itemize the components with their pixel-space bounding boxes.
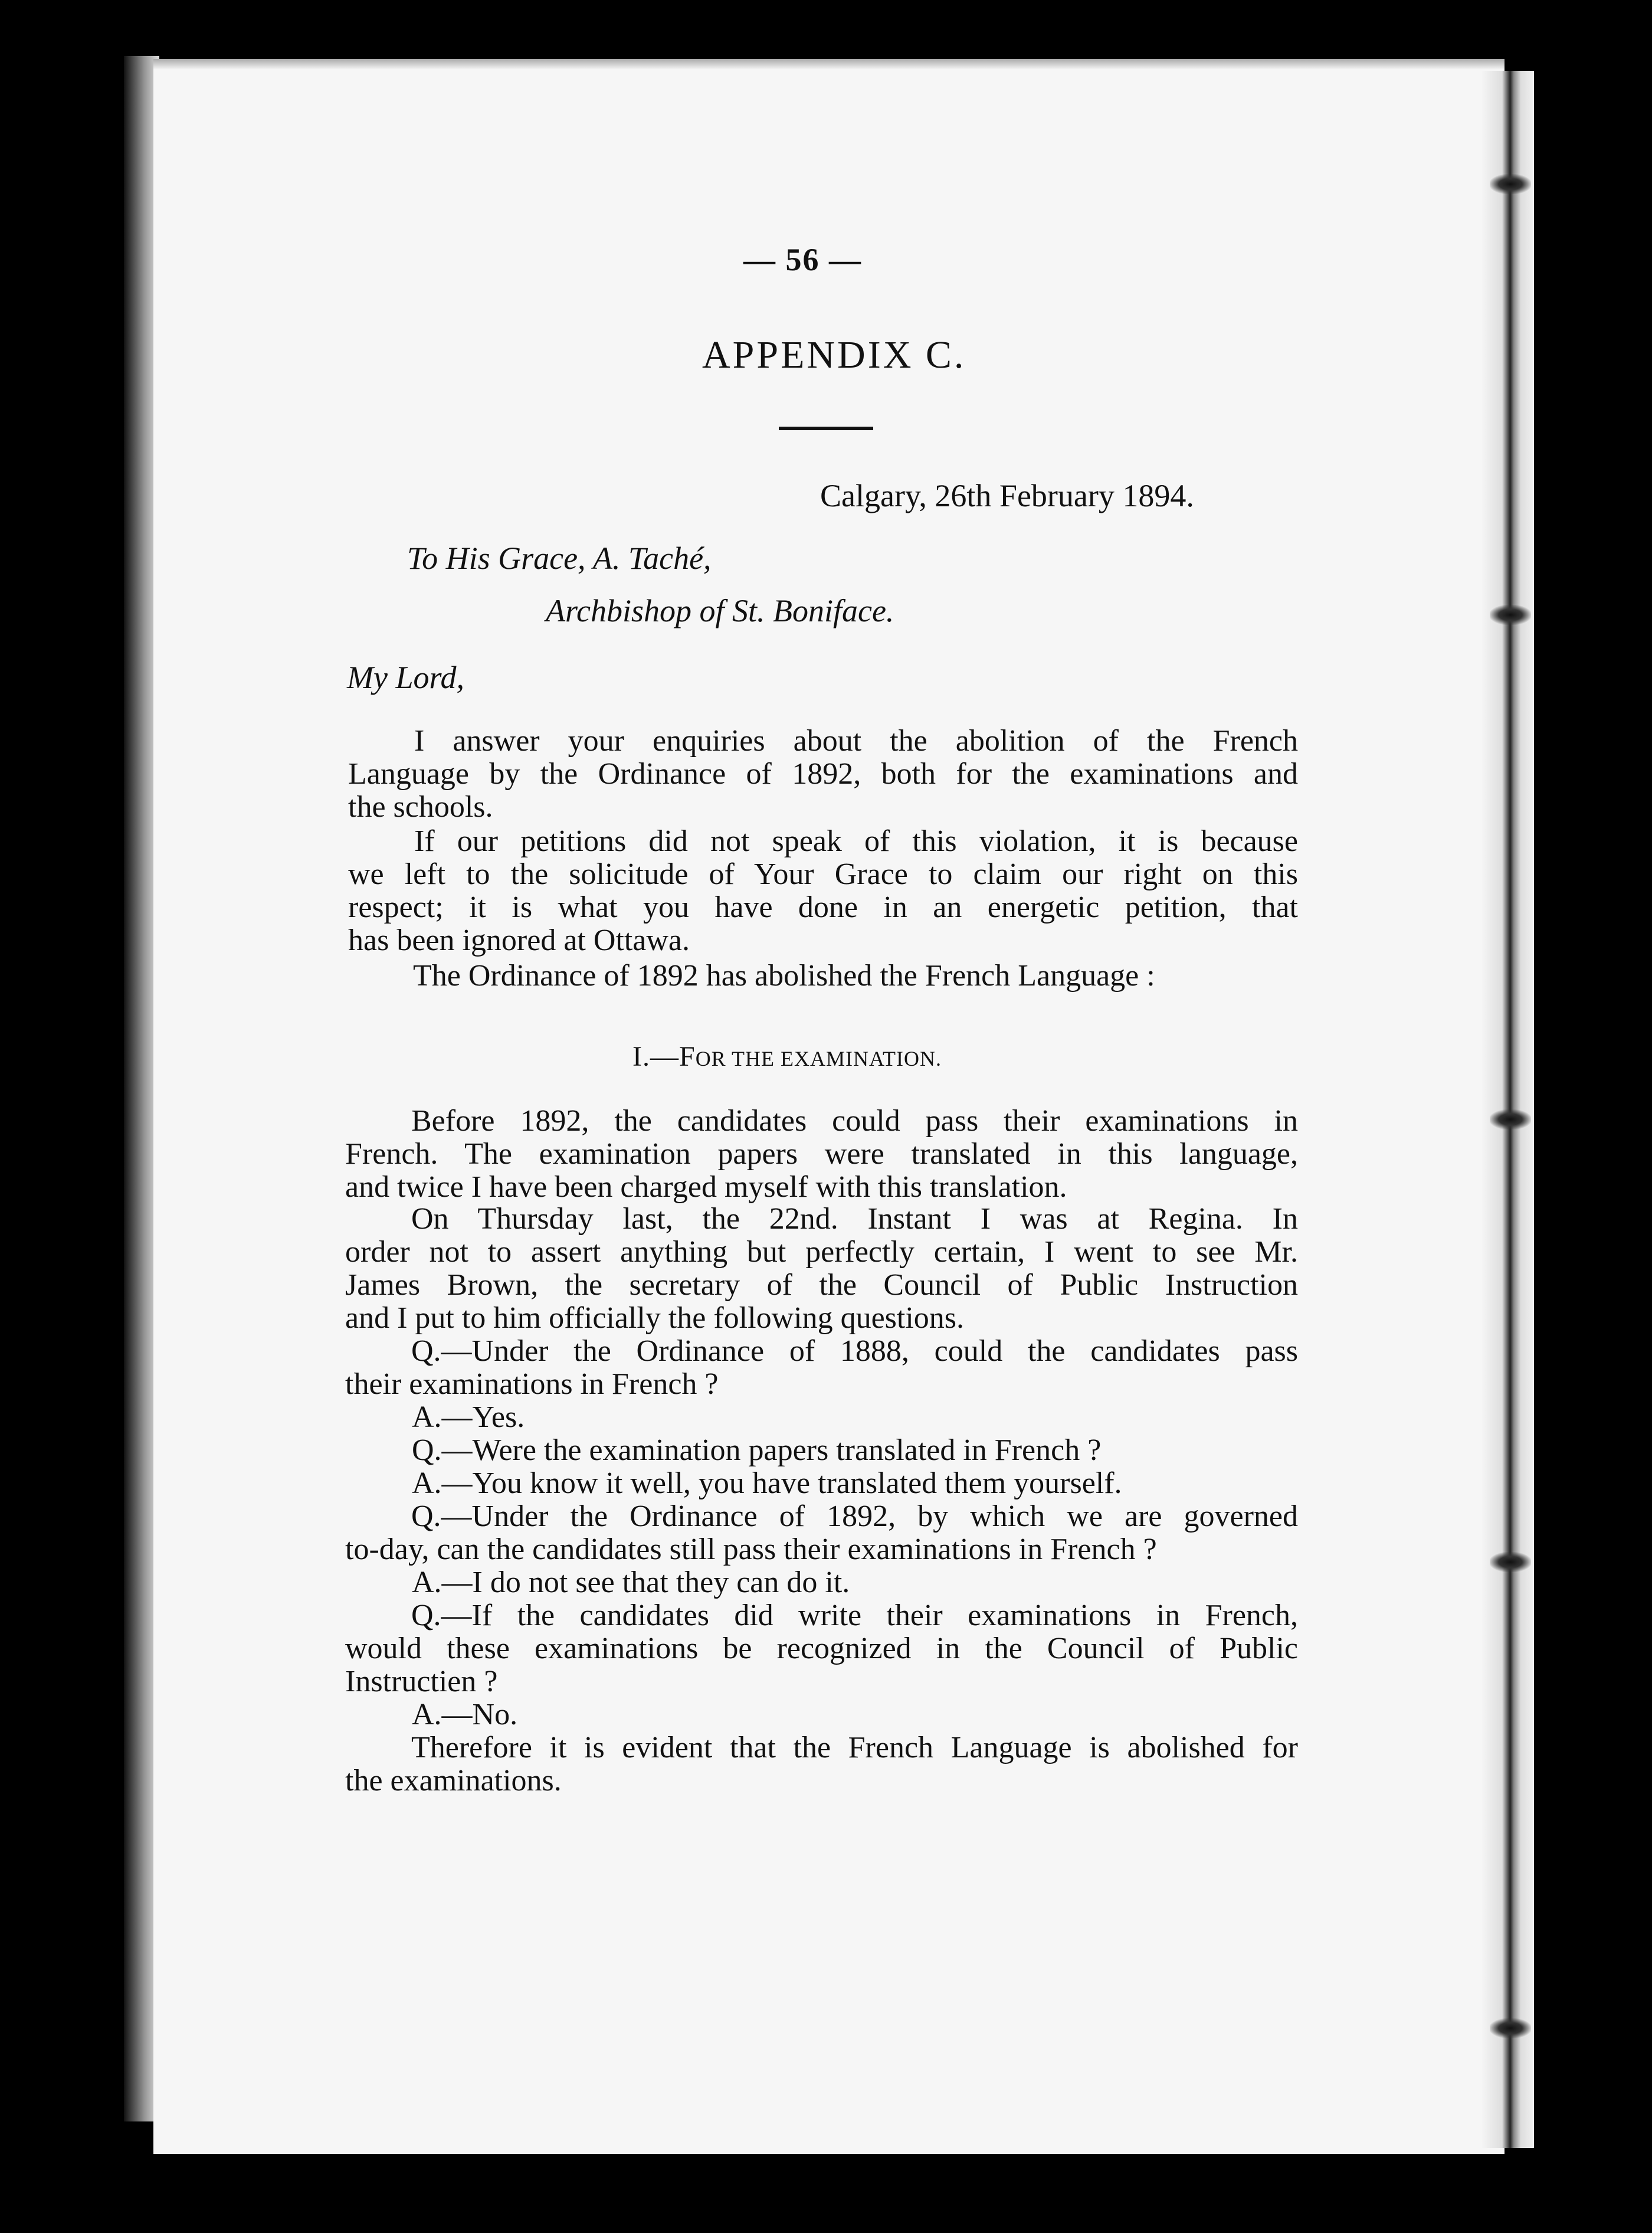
text-line: we left to the solicitude of Your Grace to claim our right on this [348,857,1298,891]
paragraph-5 [345,1203,1298,1335]
text-line: Before 1892, the candidates could pass their examinations in [411,1104,1298,1138]
question-2 [412,1434,1238,1467]
text-line: Q.—Under the Ordinance of 1888, could the candidates pass [411,1334,1298,1368]
answer-1 [412,1401,648,1434]
text-line: has been ignored at Ottawa. [348,924,690,957]
text-line: A.—Yes. [412,1400,525,1434]
paragraph-4 [345,1105,1298,1204]
text-line: would these examinations be recognized in the Council of Public [345,1632,1298,1665]
text-line: Q.—Were the examination papers translated in French ? [412,1433,1102,1467]
text-line: On Thursday last, the 22nd. Instant I was at Regina. In [411,1202,1298,1236]
text-line: to-day, can the candidates still pass their examinations in French ? [345,1533,1157,1566]
text-line: order not to assert anything but perfectly certain, I went to see Mr. [345,1235,1298,1269]
binding-stitch [1490,2018,1531,2038]
paragraph-2 [348,825,1298,957]
binding-stitch [1490,1552,1531,1572]
text-line: respect; it is what you have done in an energetic petition, that [348,890,1298,924]
text-line: and I put to him officially the following questions. [345,1301,965,1335]
address-line-2: Archbishop of St. Boniface. [546,593,894,628]
section-heading-prefix: I.—F [632,1041,696,1072]
text-line: A.—You know it well, you have translated them yourself. [412,1466,1122,1500]
text-line: James Brown, the secretary of the Council of Public Instruction [345,1268,1298,1302]
text-line: If our petitions did not speak of this violation, it is because [414,824,1298,858]
text-line: the examinations. [345,1764,562,1797]
text-line: A.—No. [412,1698,518,1731]
text-line: Therefore it is evident that the French Language is abolished for [411,1731,1298,1764]
text-line: Language by the Ordinance of 1892, both for the examinations and [348,757,1298,791]
question-1 [345,1335,1298,1401]
dateline: Calgary, 26th February 1894. [820,478,1194,513]
paragraph-1 [348,725,1298,824]
text-line: Q.—If the candidates did write their examinations in French, [411,1599,1298,1632]
scan-bottom-border [0,2154,1652,2233]
section-heading-rest: OR THE EXAMINATION. [695,1047,942,1070]
page-top-shadow [153,59,1504,70]
answer-4 [412,1698,648,1731]
question-4 [345,1599,1298,1698]
paragraph-6 [345,1731,1298,1797]
text-line: I answer your enquiries about the abolition of the French [414,724,1298,758]
paragraph-3 [413,960,1298,993]
text-line: French. The examination papers were translated in this language, [345,1137,1298,1171]
title-rule [779,427,873,430]
salutation: My Lord, [347,660,464,695]
text-line: their examinations in French ? [345,1367,719,1401]
address-line-1: To His Grace, A. Taché, [407,541,712,576]
binding-stitch [1490,174,1531,194]
question-3 [345,1500,1298,1566]
answer-3 [412,1566,1002,1599]
text-line: Q.—Under the Ordinance of 1892, by which we are governed [411,1499,1298,1533]
text-line: A.—I do not see that they can do it. [412,1566,850,1599]
page-number: — 56 — [743,242,862,277]
text-line: Instructien ? [345,1665,498,1698]
appendix-title: APPENDIX C. [702,333,966,376]
text-line: the schools. [348,790,493,824]
binding-stitch [1490,605,1531,625]
section-heading [632,1040,942,1075]
answer-2 [412,1467,1238,1500]
text-line: The Ordinance of 1892 has abolished the French Language : [413,959,1155,993]
binding-stitch [1490,1109,1531,1129]
text-line: and twice I have been charged myself with this translation. [345,1170,1067,1204]
